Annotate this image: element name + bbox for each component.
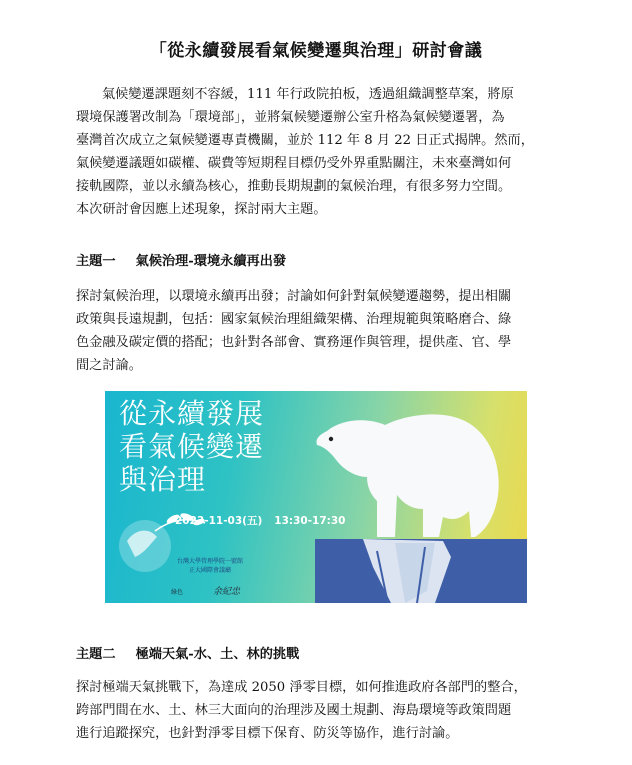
intro-line: 接軌國際，並以永續為核心，推動長期規劃的氣候治理，有很多努力空間。 [76, 179, 512, 194]
topic1-label: 主題一 [76, 254, 116, 269]
topic1-title: 氣候治理-環境永續再出發 [135, 254, 287, 269]
banner-title-line: 看氣候變遷 [119, 430, 265, 463]
banner-title [119, 397, 264, 496]
banner-time: 13:30-17:30 [274, 515, 346, 527]
banner-venue [177, 557, 243, 575]
banner-venue-line: 正大國際會議廳 [189, 567, 232, 574]
topic2-heading [76, 643, 299, 662]
banner-title-line: 從永續發展 [119, 397, 265, 430]
organizer-logo: 綠色 [171, 589, 184, 596]
topic2-line: 跨部門間在水、土、林三大面向的治理涉及國土規劃、海島環境等政策問題 [76, 703, 512, 718]
page-title: 「從永續發展看氣候變遷與治理」研討會議 [149, 41, 483, 61]
banner-datetime [175, 513, 345, 528]
intro-line: 氣候變遷議題如碳權、碳費等短期程目標仍受外界重點關注，未來臺灣如何 [76, 156, 512, 171]
intro-line: 環境保護署改制為「環境部」，並將氣候變遷辦公室升格為氣候變遷署，為 [76, 110, 505, 125]
intro-paragraph [76, 83, 564, 221]
topic2-line: 進行追蹤探究，也針對淨零目標下保育、防災等協作，進行討論。 [76, 726, 459, 741]
banner-title-line: 與治理 [119, 463, 207, 496]
topic1-paragraph [76, 285, 564, 377]
topic2-title: 極端天氣-水、土、林的挑戰 [135, 647, 300, 662]
topic2-paragraph [76, 676, 564, 745]
banner-venue-line: 台灣大學管理學院一號館 [177, 558, 244, 565]
event-banner-image [105, 391, 527, 603]
topic2-label: 主題二 [76, 647, 116, 662]
intro-line: 本次研討會因應上述現象，探討兩大主題。 [76, 202, 327, 217]
intro-line: 臺灣首次成立之氣候變遷專責機關，並於 112 年 8 月 22 日正式揭牌。然而， [76, 133, 534, 148]
foundation-logo: 余紀忠 [213, 587, 241, 597]
topic1-line: 政策與長遠規劃，包括：國家氣候治理組織架構、治理規範與策略磨合、綠 [76, 312, 512, 327]
topic1-line: 探討氣候治理，以環境永續再出發；討論如何針對氣候變遷趨勢，提出相關 [76, 289, 512, 304]
topic1-line: 間之討論。 [76, 358, 142, 373]
topic1-heading [76, 250, 286, 269]
topic1-line: 色金融及碳定價的搭配；也針對各部會、實務運作與管理，提供產、官、學 [76, 335, 512, 350]
topic2-line: 探討極端天氣挑戰下，為達成 2050 淨零目標，如何推進政府各部門的整合， [76, 680, 527, 695]
intro-line: 氣候變遷課題刻不容緩，111 年行政院拍板，透過組織調整草案，將原 [102, 87, 514, 102]
banner-date: 2023-11-03(五) [175, 515, 263, 527]
